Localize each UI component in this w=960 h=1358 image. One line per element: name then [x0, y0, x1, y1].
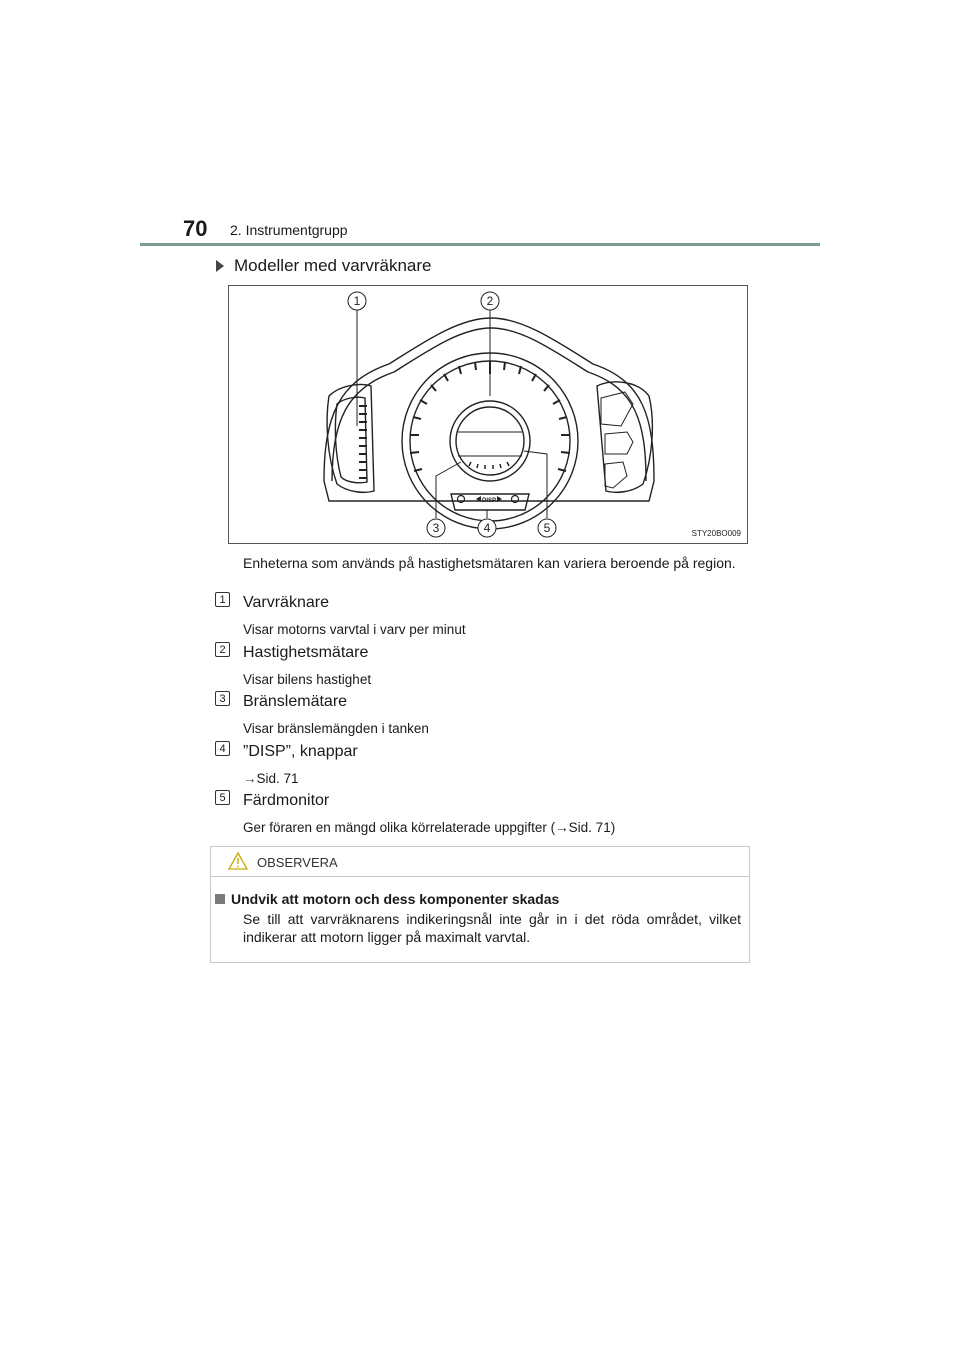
variant-heading-text: Modeller med varvräknare	[234, 256, 432, 275]
item-description-text: Visar bilens hastighet	[243, 671, 372, 687]
arrow-icon: →	[243, 770, 257, 786]
item-title: Hastighetsmätare	[243, 643, 369, 661]
item-number-badge: 4	[215, 741, 230, 756]
item-description	[243, 721, 429, 736]
item-title: Bränslemätare	[243, 693, 348, 710]
item-number-badge: 1	[215, 592, 230, 607]
triangle-bullet-icon	[216, 260, 224, 272]
callout-2: 2	[486, 294, 494, 308]
item-number-badge: 5	[215, 790, 230, 805]
item-description	[243, 771, 299, 786]
square-bullet-icon	[215, 894, 225, 904]
item-number-badge: 2	[215, 642, 230, 657]
figure-code: STY20BO009	[691, 529, 741, 538]
list-item	[215, 741, 755, 791]
disp-button-label: DISP	[481, 498, 497, 504]
warning-triangle-icon	[227, 851, 249, 871]
instrument-cluster-figure	[228, 285, 748, 544]
item-description	[243, 820, 615, 835]
item-number-badge: 3	[215, 691, 230, 706]
item-description	[243, 672, 371, 687]
section-title: 2. Instrumentgrupp	[230, 222, 348, 238]
caution-box	[210, 846, 750, 963]
list-item	[215, 790, 755, 840]
callout-5: 5	[543, 521, 551, 535]
callout-1: 1	[353, 294, 361, 308]
item-list	[215, 592, 755, 840]
caution-label: OBSERVERA	[257, 855, 338, 870]
list-item	[215, 592, 755, 642]
item-description	[243, 622, 466, 637]
item-title: Varvräknare	[243, 594, 329, 611]
list-item	[215, 642, 755, 692]
callout-3: 3	[432, 521, 440, 535]
item-description-text: Visar bränslemängden i tanken	[243, 721, 429, 736]
variant-heading	[216, 256, 431, 276]
item-description-text: Ger föraren en mängd olika körrelaterade uppgifter (→Sid. 71)	[243, 820, 616, 835]
intro-note: Enheterna som används på hastighetsmätaren kan variera beroende på region.	[243, 555, 736, 571]
list-item	[215, 691, 755, 741]
caution-heading	[215, 891, 559, 907]
caution-heading-text: Undvik att motorn och dess komponenter skadas	[231, 891, 560, 907]
header-rule	[140, 243, 820, 246]
item-description-text[interactable]: Sid. 71	[256, 770, 299, 786]
caution-text: Se till att varvräknarens indikeringsnål inte går in i det röda området, vilket indikerar att motorn ligger på maximalt varvtal.	[243, 911, 741, 945]
caution-header	[211, 847, 749, 877]
callout-4: 4	[483, 521, 491, 535]
item-title: ”DISP”, knappar	[243, 742, 358, 760]
instrument-cluster-illustration	[229, 286, 747, 543]
page-number: 70	[183, 216, 208, 241]
item-description-text: Visar motorns varvtal i varv per minut	[243, 622, 466, 637]
item-title: Färdmonitor	[243, 792, 330, 809]
